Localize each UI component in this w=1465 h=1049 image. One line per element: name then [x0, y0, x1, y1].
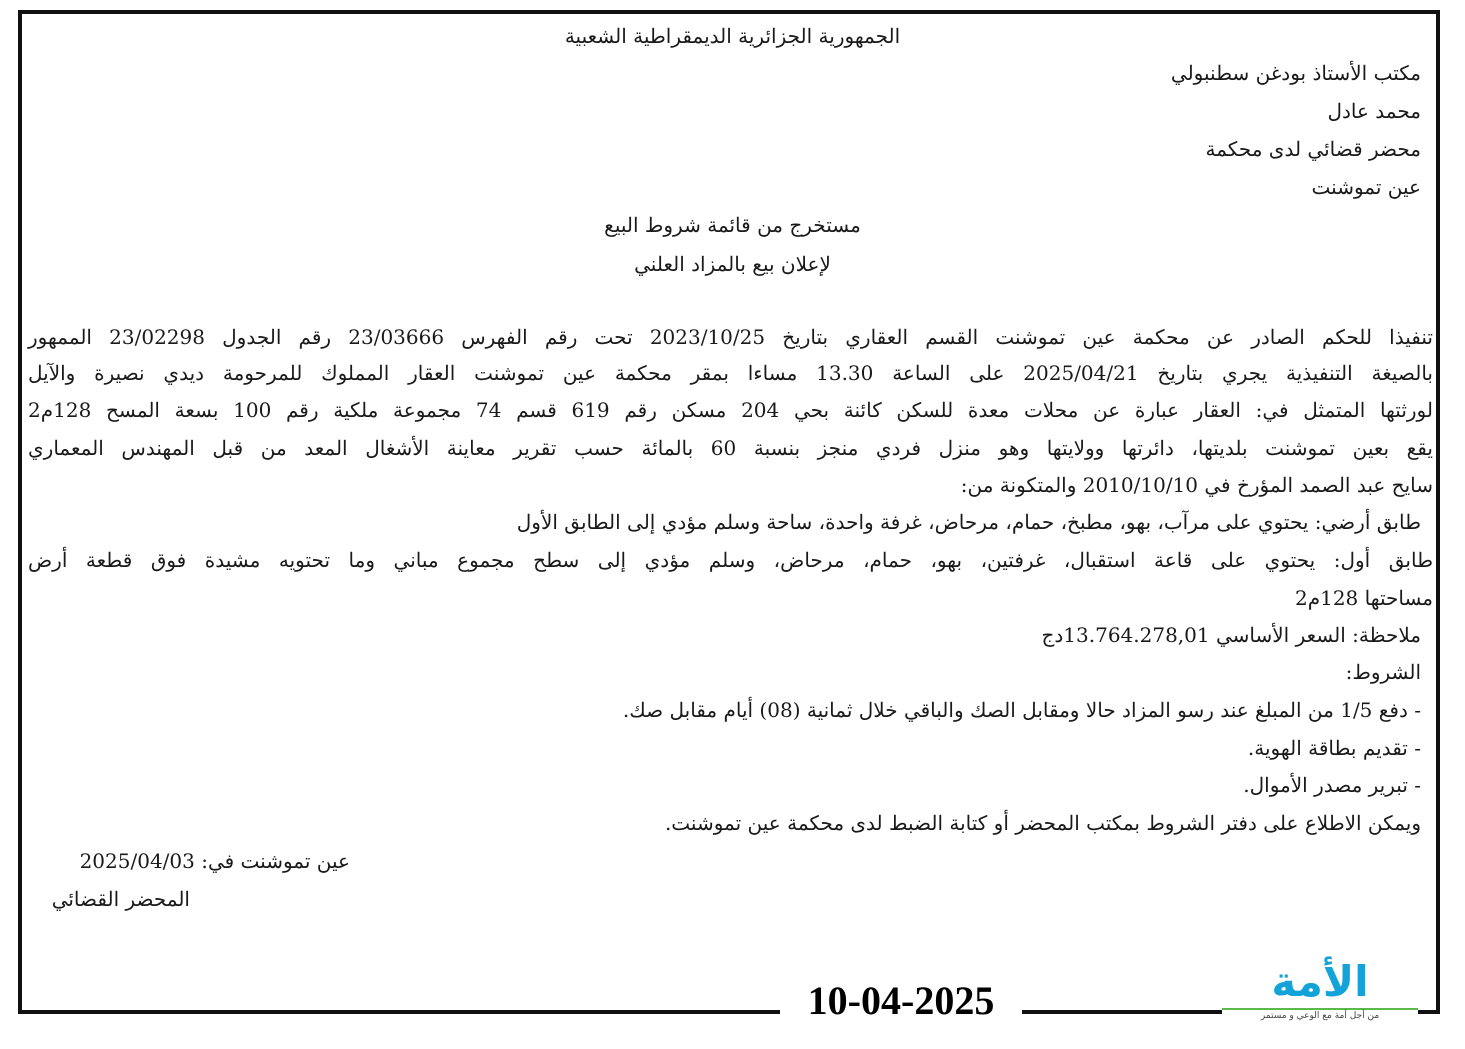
publication-date: 10-04-2025 [780, 975, 1022, 1035]
paragraph-line-1: تنفيذا للحكم الصادر عن محكمة عين تموشنت القسم العقاري بتاريخ 2023/10/25 تحت رقم الفهرس 23/03666 رقم الجدول 23/02298 الممهور [28, 325, 1433, 349]
country-header: الجمهورية الجزائرية الديمقراطية الشعبية [564, 24, 901, 48]
conditions-title: الشروط: [1345, 660, 1421, 684]
paragraph-line-3: لورثتها المتمثل في: العقار عبارة عن محلات معدة للسكن كائنة بحي 204 مسكن رقم 619 قسم 74 مجموعة ملكية رقم 100 بسعة المسح 128م2 [28, 398, 1433, 422]
base-price-note: ملاحظة: السعر الأساسي 13.764.278,01دج [1041, 623, 1421, 647]
condition-item-3: - تبرير مصدر الأموال. [1243, 773, 1421, 797]
paragraph-line-5: سايح عبد الصمد المؤرخ في 2010/10/10 والمتكونة من: [960, 473, 1433, 497]
office-line-2: محمد عادل [1327, 99, 1421, 123]
condition-item-2: - تقديم بطاقة الهوية. [1247, 736, 1421, 760]
logo-tagline: من أجل أمة مع الوعي و مستمر [1222, 1008, 1418, 1024]
title-line-1: مستخرج من قائمة شروط البيع [604, 213, 861, 237]
first-floor-line-2: مساحتها 128م2 [1294, 586, 1433, 610]
office-line-3: محضر قضائي لدى محكمة [1205, 137, 1421, 161]
newspaper-logo [1222, 956, 1418, 1026]
signature-title: المحضر القضائي [51, 887, 190, 911]
title-line-2: لإعلان بيع بالمزاد العلني [634, 252, 831, 276]
paragraph-line-4: يقع بعين تموشنت بلديتها، دائرتها وولايتها وهو منزل فردي منجز بنسبة 60 بالمائة حسب تقرير معاينة الأشغال المعد من قبل المهندس المعماري [28, 436, 1433, 460]
paragraph-line-2: بالصيغة التنفيذية يجري بتاريخ 2025/04/21 على الساعة 13.30 مساءا بمقر محكمة عين تموشنت العقار المملوك للمرحومة ديدي نصيرة والآيل [28, 361, 1433, 385]
office-line-4: عين تموشنت [1311, 175, 1421, 199]
condition-item-1: - دفع 1/5 من المبلغ عند رسو المزاد حالا ومقابل الصك والباقي خلال ثمانية (08) أيام مقابل صك. [622, 698, 1421, 722]
logo-wordmark: الأمة [1271, 957, 1369, 1006]
place-date: عين تموشنت في: 2025/04/03 [79, 849, 350, 873]
ground-floor-line: طابق أرضي: يحتوي على مرآب، بهو، مطبخ، حمام، مرحاض، غرفة واحدة، ساحة وسلم مؤدي إلى الطابق الأول [516, 510, 1421, 534]
consult-note: ويمكن الاطلاع على دفتر الشروط بمكتب المحضر أو كتابة الضبط لدى محكمة عين تموشنت. [664, 811, 1421, 835]
office-line-1: مكتب الأستاذ بودغن سطنبولي [1170, 61, 1421, 85]
first-floor-line-1: طابق أول: يحتوي على قاعة استقبال، غرفتين، بهو، حمام، مرحاض، وسلم مؤدي إلى سطح مجموع مباني وما تحتويه مشيدة فوق قطعة أرض [28, 548, 1433, 572]
